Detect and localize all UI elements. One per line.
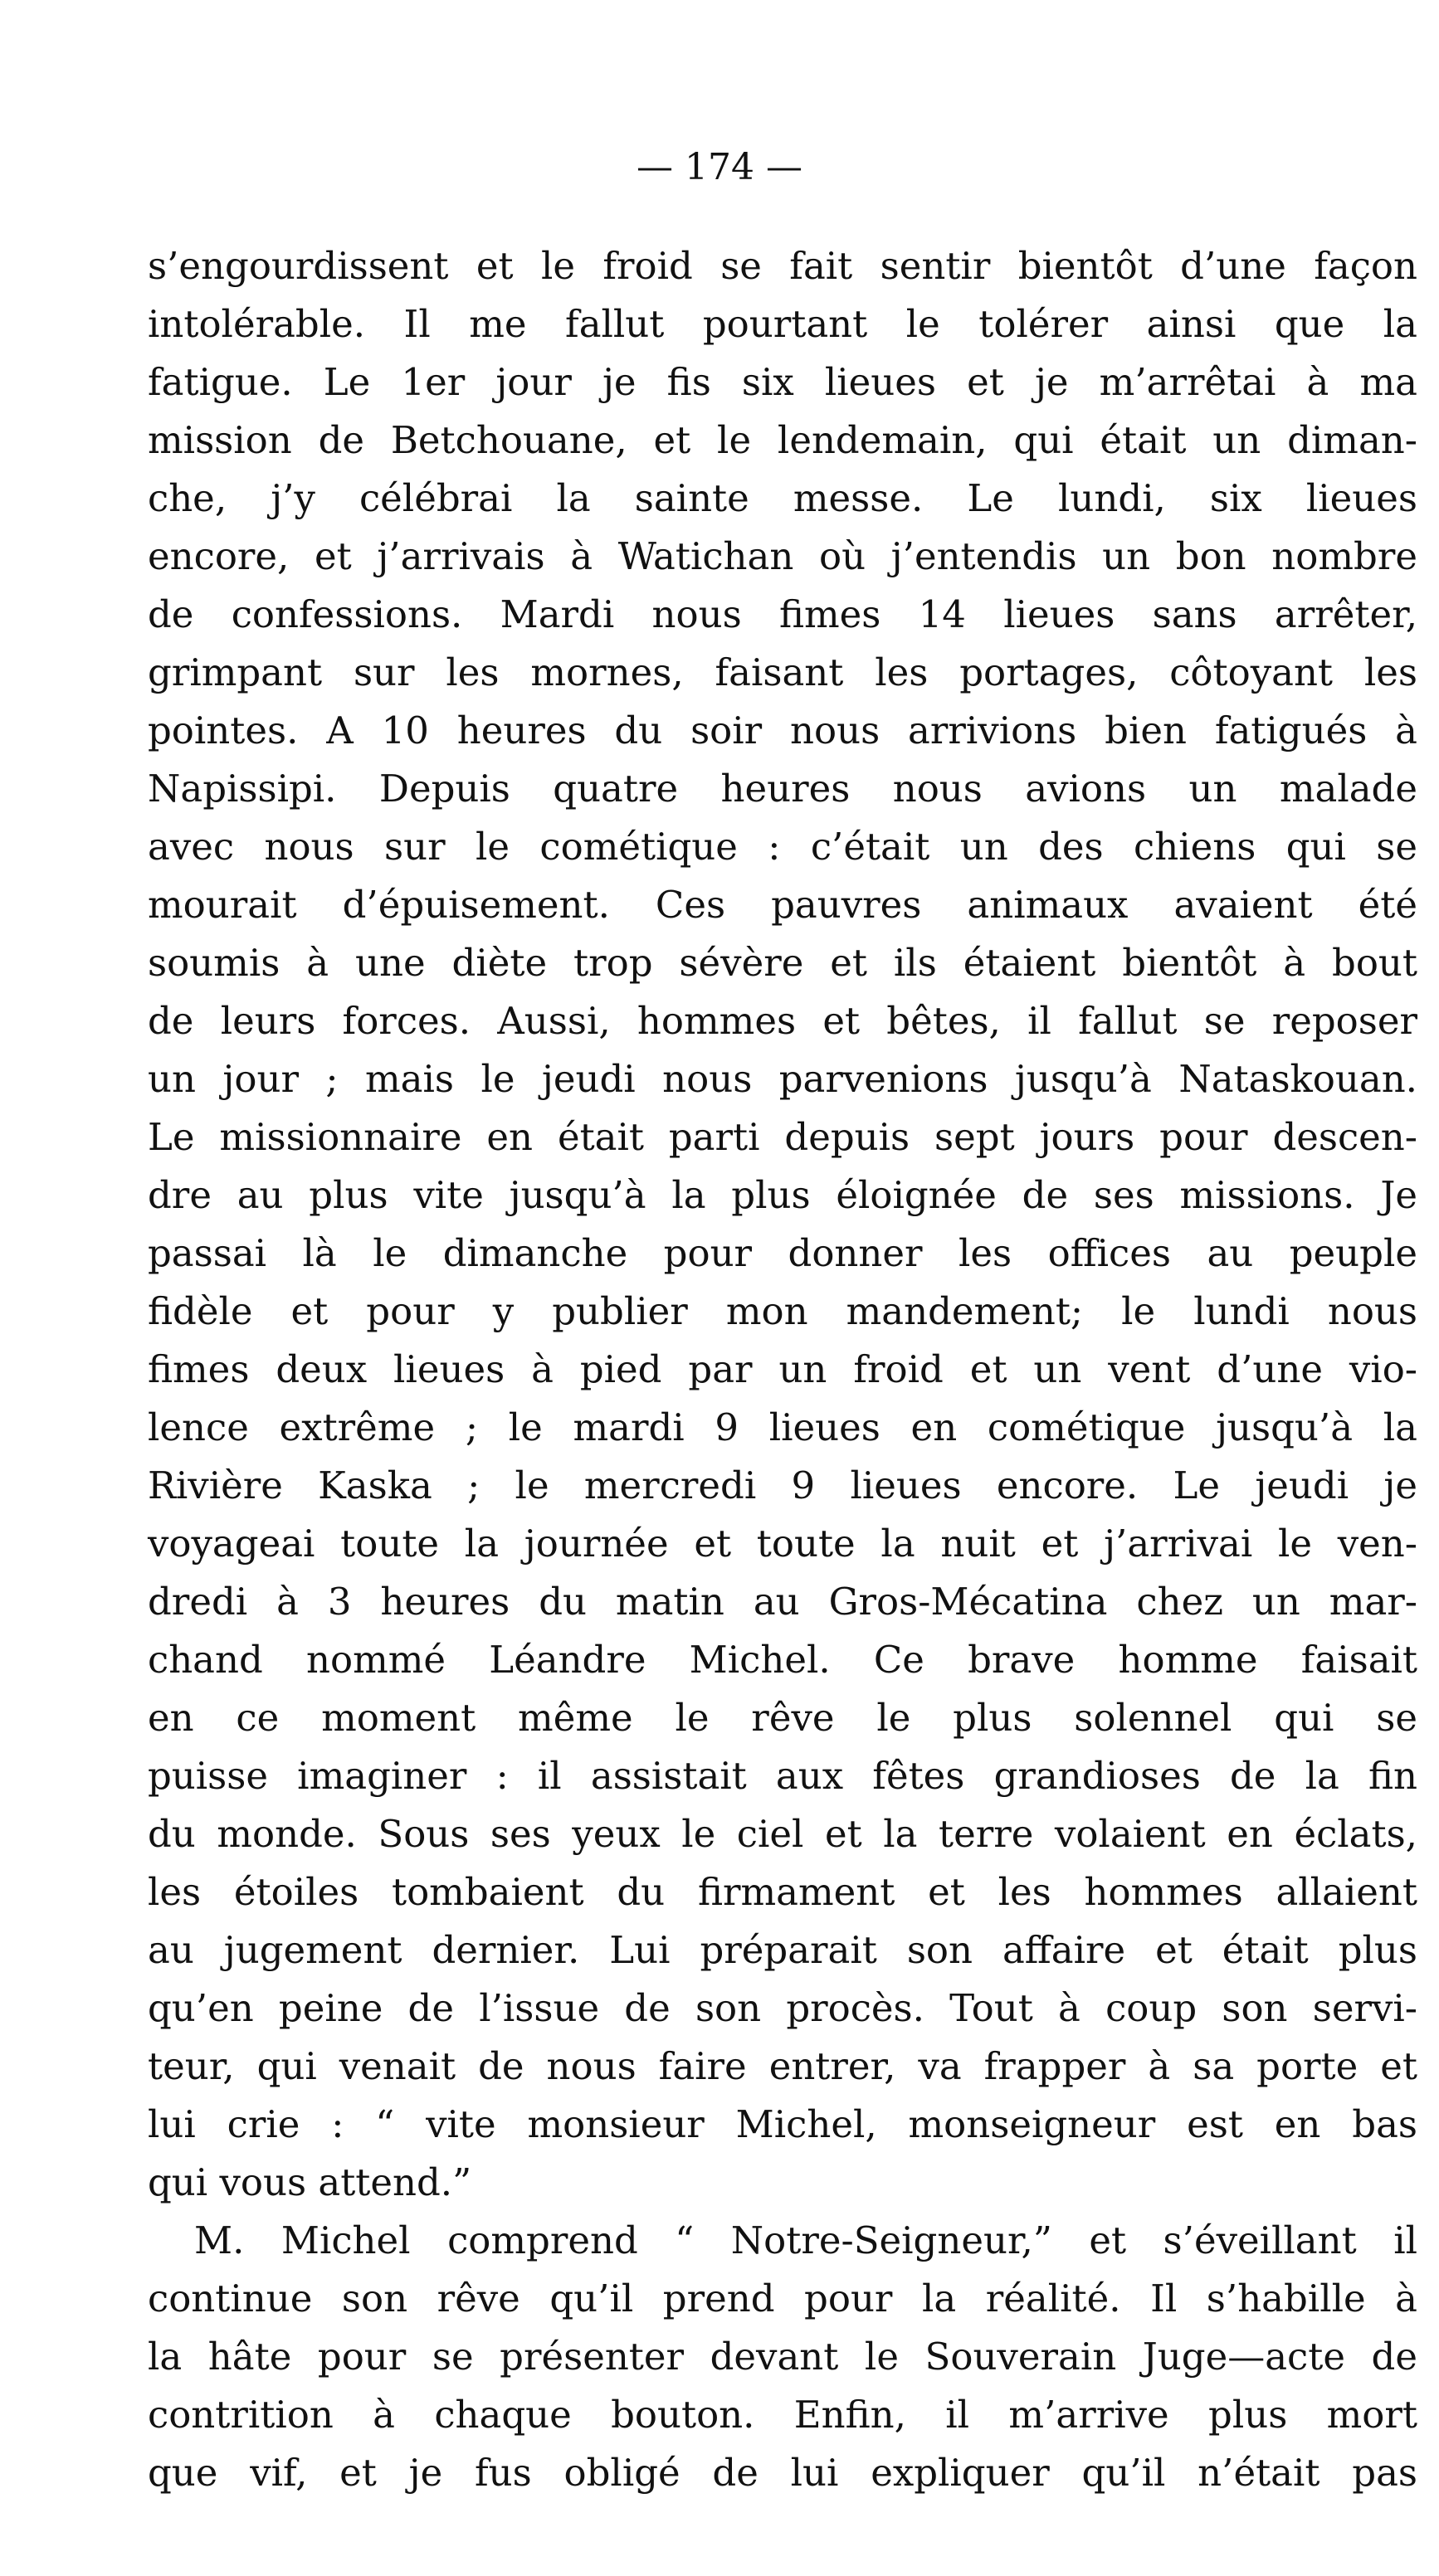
text-line: dre au plus vite jusqu’à la plus éloignée de ses missions. Je [148,1173,1417,1217]
text-line-paragraph-end: qui vous attend.” [148,2160,472,2204]
text-line: intolérable. Il me fallut pourtant le tolérer ainsi que la [148,302,1417,346]
text-line: fatigue. Le 1er jour je fis six lieues et je m’arrêtai à ma [148,360,1417,404]
text-line: de confessions. Mardi nous fimes 14 lieues sans arrêter, [148,592,1417,636]
text-line: fidèle et pour y publier mon mandement; le lundi nous [148,1289,1417,1333]
text-line: que vif, et je fus obligé de lui expliquer qu’il n’était pas [148,2451,1417,2495]
text-line: passai là le dimanche pour donner les offices au peuple [148,1231,1417,1275]
text-line: en ce moment même le rêve le plus solennel qui se [148,1696,1417,1740]
text-line: dredi à 3 heures du matin au Gros-Mécatina chez un mar- [148,1580,1417,1624]
text-line: Le missionnaire en était parti depuis sept jours pour descen- [148,1115,1417,1159]
text-line: lence extrême ; le mardi 9 lieues en cométique jusqu’à la [148,1405,1417,1449]
text-line: soumis à une diète trop sévère et ils étaient bientôt à bout [148,941,1417,985]
text-line: s’engourdissent et le froid se fait sentir bientôt d’une façon [148,244,1417,288]
text-line: mission de Betchouane, et le lendemain, qui était un diman- [148,418,1417,462]
text-line: chand nommé Léandre Michel. Ce brave homme faisait [148,1638,1417,1682]
text-line: avec nous sur le cométique : c’était un des chiens qui se [148,825,1417,869]
text-line: Napissipi. Depuis quatre heures nous avions un malade [148,767,1417,811]
text-line: voyageai toute la journée et toute la nuit et j’arrivai le ven- [148,1522,1417,1566]
text-line: continue son rêve qu’il prend pour la réalité. Il s’habille à [148,2277,1417,2320]
text-line: contrition à chaque bouton. Enfin, il m’arrive plus mort [148,2393,1417,2437]
text-line: au jugement dernier. Lui préparait son affaire et était plus [148,1928,1417,1972]
body-text [148,237,1417,2502]
text-line: teur, qui venait de nous faire entrer, va frapper à sa porte et [148,2044,1417,2088]
text-line: pointes. A 10 heures du soir nous arrivions bien fatigués à [148,709,1417,752]
text-line: de leurs forces. Aussi, hommes et bêtes, il fallut se reposer [148,999,1417,1043]
text-line: mourait d’épuisement. Ces pauvres animaux avaient été [148,883,1417,927]
text-line: encore, et j’arrivais à Watichan où j’entendis un bon nombre [148,534,1417,578]
text-line: grimpant sur les mornes, faisant les portages, côtoyant les [148,650,1417,694]
text-line: che, j’y célébrai la sainte messe. Le lundi, six lieues [148,476,1417,520]
text-line: fimes deux lieues à pied par un froid et un vent d’une vio- [148,1347,1417,1391]
text-line: lui crie : “ vite monsieur Michel, monseigneur est en bas [148,2102,1417,2146]
text-line: du monde. Sous ses yeux le ciel et la terre volaient en éclats, [148,1812,1417,1856]
text-line: puisse imaginer : il assistait aux fêtes grandioses de la fin [148,1754,1417,1798]
text-line: un jour ; mais le jeudi nous parvenions jusqu’à Nataskouan. [148,1057,1417,1101]
page-number: — 174 — [637,146,802,188]
text-line: les étoiles tombaient du firmament et les hommes allaient [148,1870,1417,1914]
text-line: qu’en peine de l’issue de son procès. Tout à coup son servi- [148,1986,1417,2030]
text-line: la hâte pour se présenter devant le Souverain Juge—acte de [148,2335,1417,2379]
text-line: Rivière Kaska ; le mercredi 9 lieues encore. Le jeudi je [148,1463,1417,1507]
text-line-paragraph-start: M. Michel comprend “ Notre-Seigneur,” et s’éveillant il [194,2218,1417,2262]
